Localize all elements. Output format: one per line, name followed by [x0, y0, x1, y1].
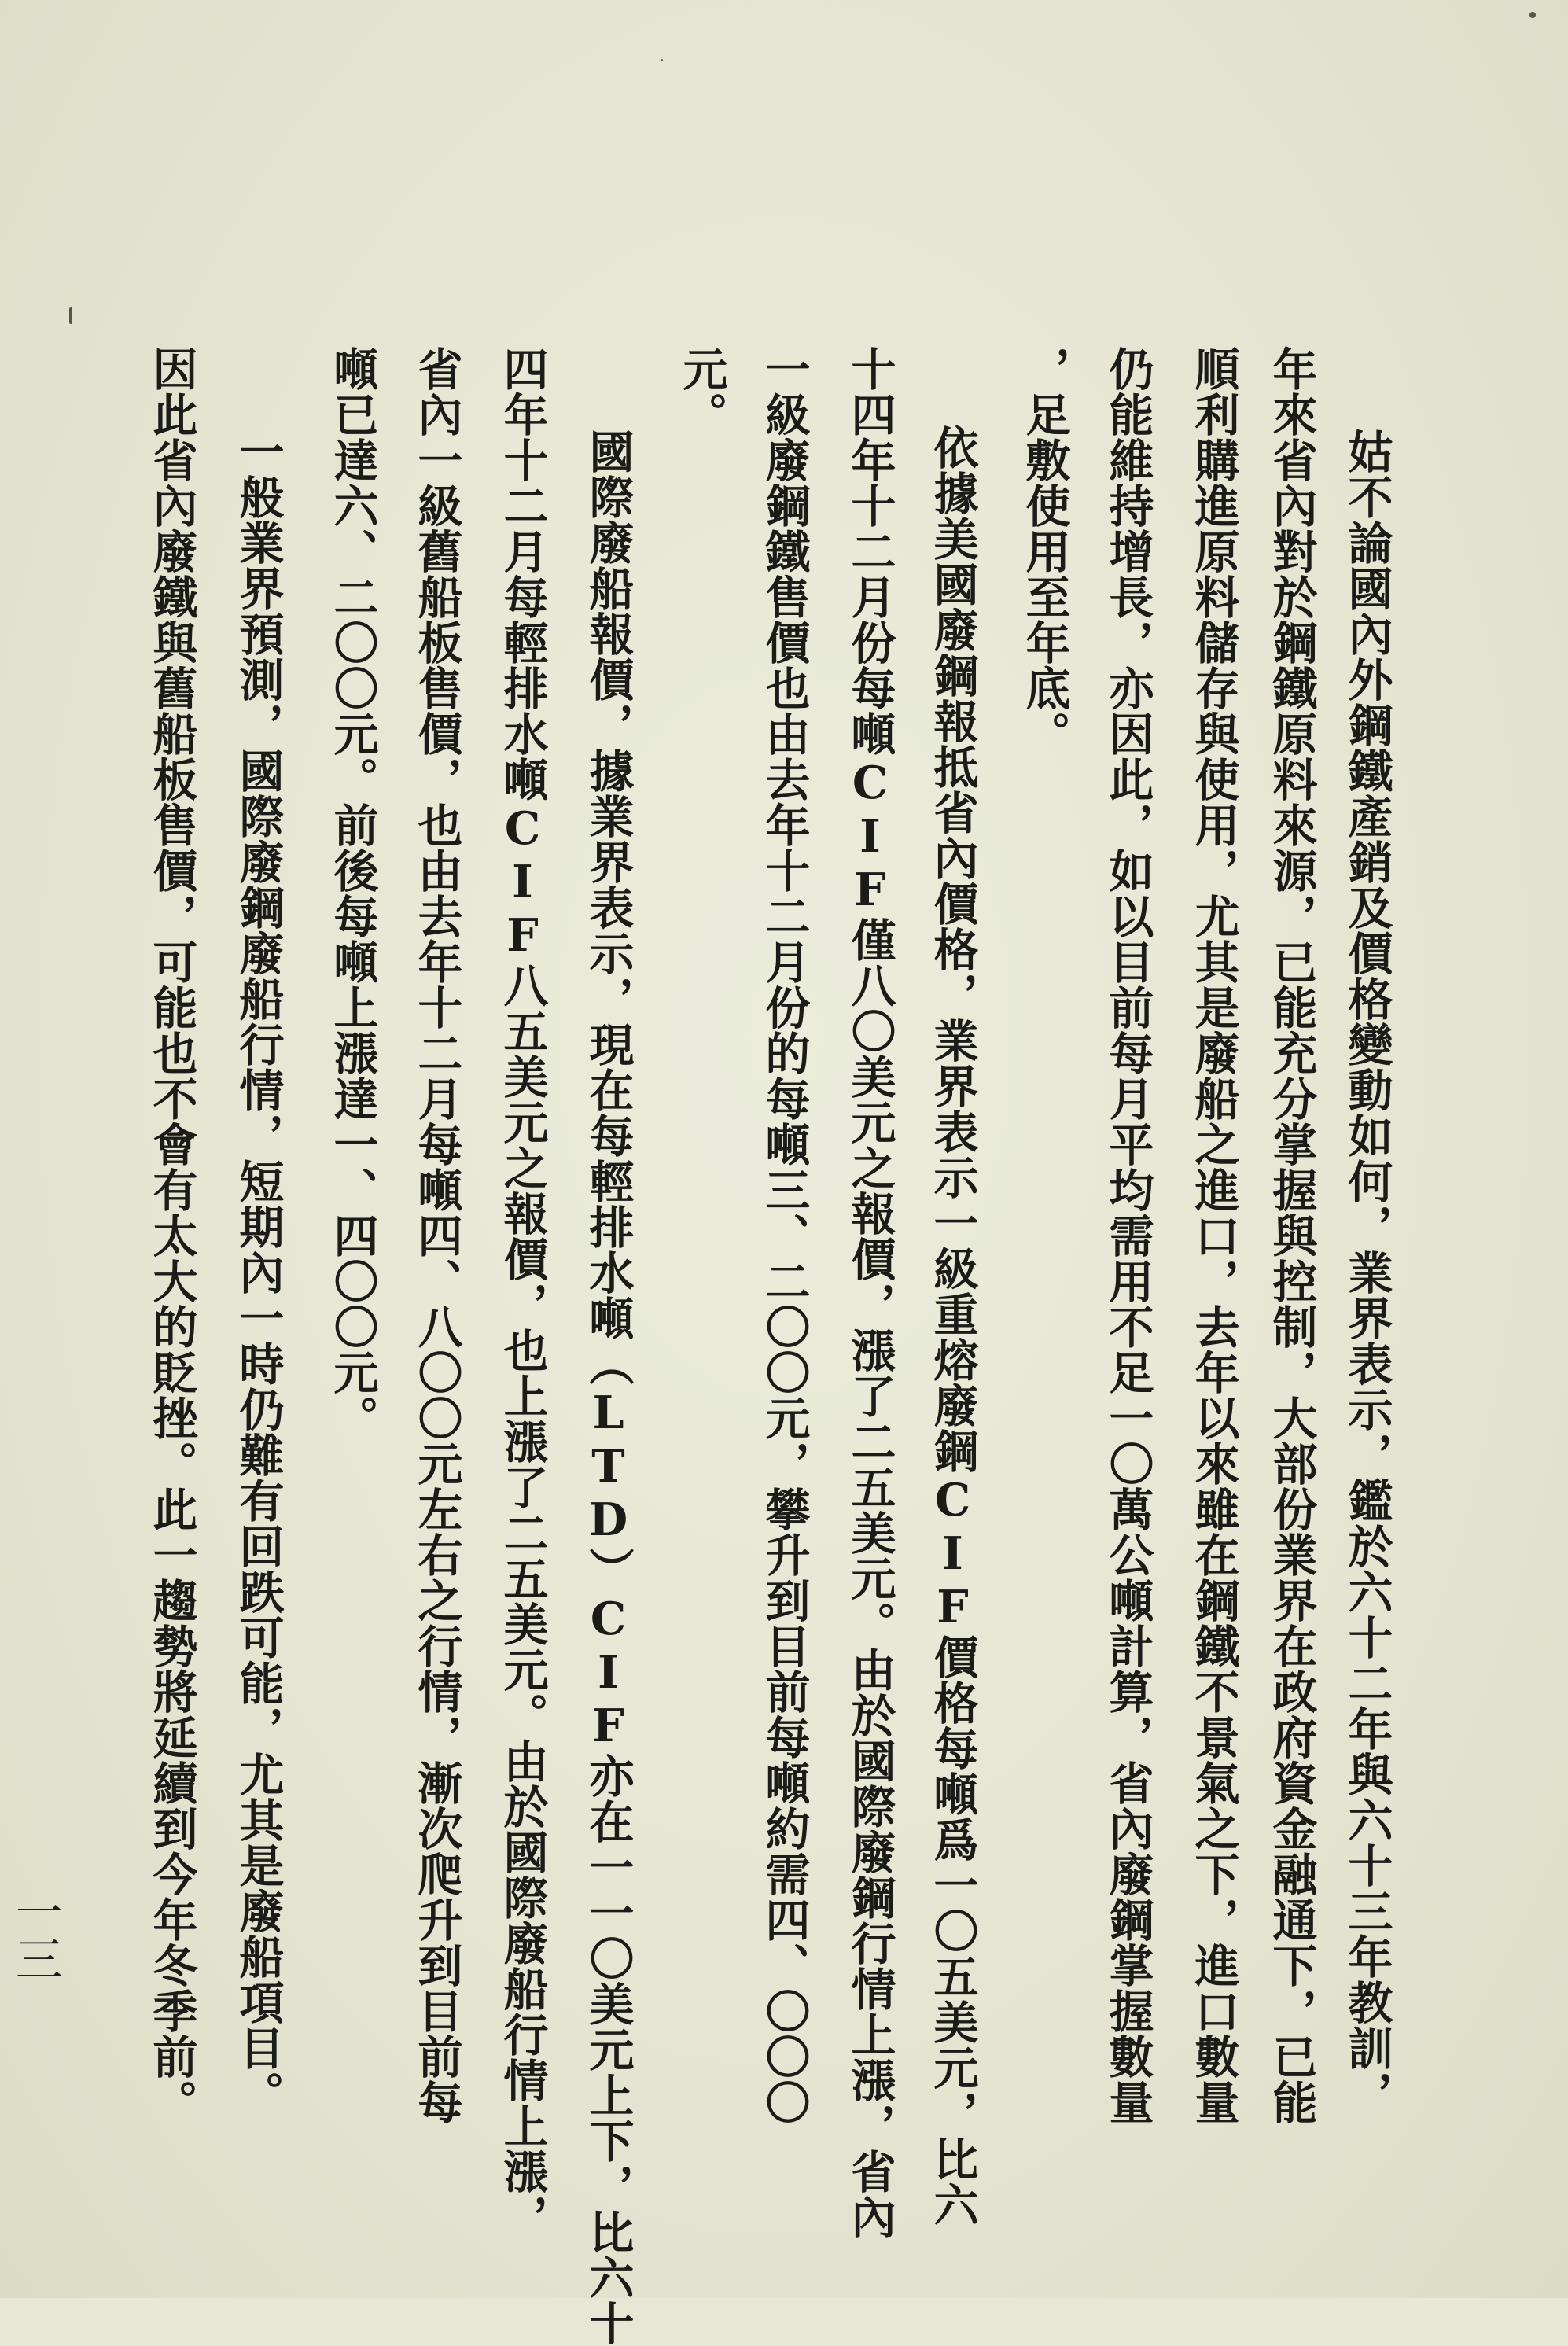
- text-column-4: 仍能維持增長，亦因此，如以目前每月平均需用不足一〇萬公噸計算，省內廢鋼掌握數量: [1102, 346, 1154, 2125]
- paper-speck: [1529, 12, 1536, 18]
- text-column-3: 順利購進原料儲存與使用，尤其是廢船之進口，去年以來雖在鋼鐵不景氣之下，進口數量: [1187, 346, 1240, 2125]
- text-column-14: 一般業界預測，國際廢鋼廢船行情，短期內一時仍難有回跌可能，尤其是廢船項目。: [232, 429, 285, 2116]
- text-column-11: 四年十二月每輕排水噸CIF八五美元之報價，也上漲了二五美元。由於國際廢船行情上漲，: [496, 346, 549, 2240]
- text-column-10: 國際廢船報價，據業界表示，現在每輕排水噸（LTD）CIF亦在一一〇美元上下，比六十: [582, 429, 635, 2346]
- text-column-7: 十四年十二月份每噸CIF僅八〇美元之報價，漲了二五美元。由於國際廢鋼行情上漲，省內: [844, 346, 896, 2240]
- text-column-6: 依據美國廢鋼報抵省內價格，業界表示一級重熔廢鋼CIF價格每噸爲一〇五美元，比六: [926, 425, 979, 2227]
- text-column-15: 因此省內廢鐵與舊船板售價，可能也不會有太大的貶挫。此一趨勢將延續到今年冬季前。: [145, 346, 198, 2125]
- text-column-9: 元。: [675, 346, 728, 437]
- text-column-1: 姑不論國內外鋼鐵產銷及價格變動如何，業界表示，鑑於六十二年與六十三年教訓，: [1341, 429, 1393, 2116]
- text-column-12: 省內一級舊船板售價，也由去年十二月每噸四、八〇〇元左右之行情，漸次爬升到目前每: [410, 346, 463, 2125]
- paper-speck: [661, 59, 663, 61]
- text-column-8: 一級廢鋼鐵售價也由去年十二月份的每噸三、二〇〇元，攀升到目前每噸約需四、〇〇〇: [758, 346, 811, 2125]
- text-column-2: 年來省內對於鋼鐵原料來源，已能充分掌握與控制，大部份業界在政府資金融通下，已能: [1265, 346, 1318, 2125]
- text-column-13: 噸已達六、二〇〇元。前後每噸上漲達一、四〇〇元。: [326, 346, 379, 1441]
- text-column-5: ，足敷使用至年底。: [1018, 346, 1071, 757]
- paper-speck: [69, 307, 72, 324]
- page-number: 一三: [8, 1887, 63, 1982]
